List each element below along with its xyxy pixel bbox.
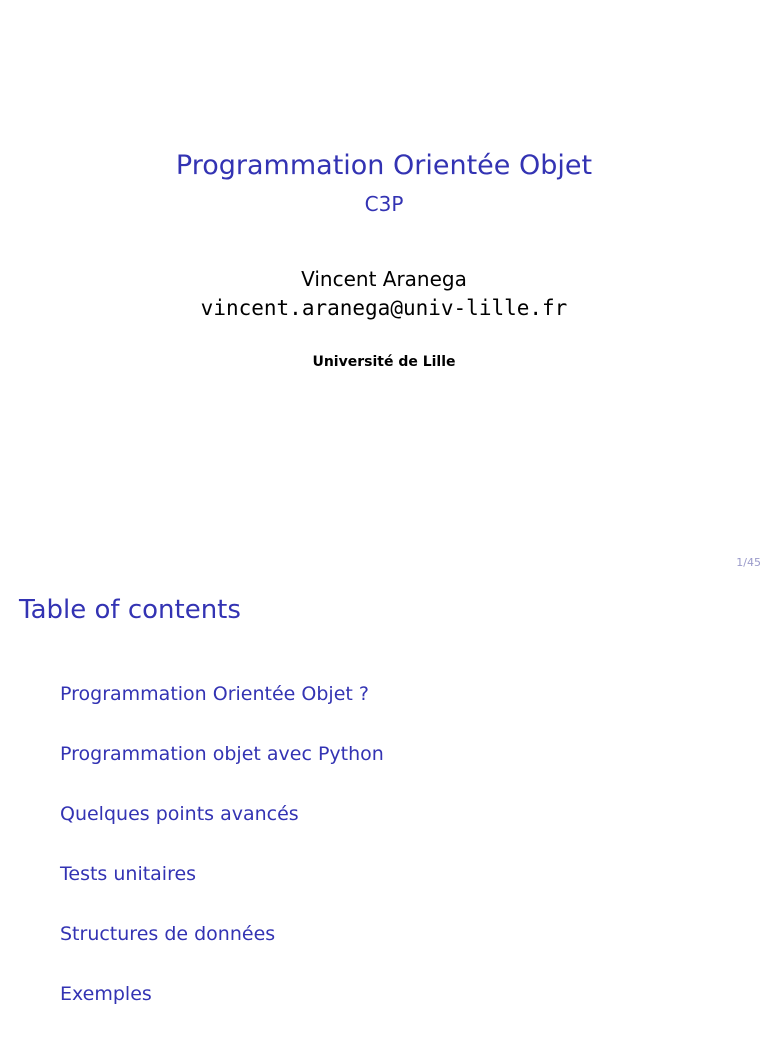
toc-heading: Table of contents: [19, 595, 241, 625]
toc-item[interactable]: Programmation objet avec Python: [60, 743, 384, 765]
page-number: 1/45: [736, 556, 761, 569]
toc-item[interactable]: Quelques points avancés: [60, 803, 299, 825]
institute-name: Université de Lille: [312, 354, 456, 370]
presentation-subtitle: C3P: [364, 192, 404, 216]
toc-item[interactable]: Programmation Orientée Objet ?: [60, 683, 369, 705]
toc-list: [60, 680, 384, 1040]
toc-item[interactable]: Structures de données: [60, 923, 276, 945]
presentation-title: Programmation Orientée Objet: [175, 150, 593, 181]
author-name: Vincent Aranega: [301, 267, 467, 291]
toc-item[interactable]: Exemples: [60, 983, 152, 1005]
toc-slide: [0, 576, 768, 1024]
toc-item[interactable]: Tests unitaires: [60, 863, 197, 885]
author-email: vincent.aranega@univ-lille.fr: [200, 296, 568, 320]
